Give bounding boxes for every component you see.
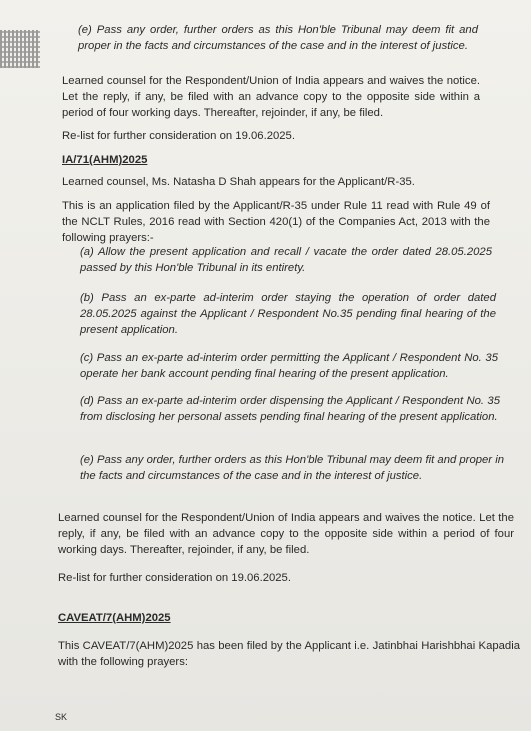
application-intro: This is an application filed by the Applicant/R-35 under Rule 11 read with Rule 49 of the NCLT Rules, 2016 read with Section 420(1) of the Companies Act, 2013 with the following prayers:- <box>62 200 490 244</box>
paragraph-union-counsel-2: Learned counsel for the Respondent/Union of India appears and waives the notice. Let the reply, if any, be filed with an advance copy to the opposite side within a period of four working days. Thereafter, rejoinder, if any, be filed. <box>58 512 514 556</box>
prayer-e: (e) Pass any order, further orders as this Hon'ble Tribunal may deem fit and proper in the facts and circumstances of the case and in the interest of justice. <box>80 454 504 482</box>
caveat-intro: This CAVEAT/7(AHM)2025 has been filed by the Applicant i.e. Jatinbhai Harishbhai Kapadia with the following prayers: <box>58 640 520 668</box>
prayer-d: (d) Pass an ex-parte ad-interim order dispensing the Applicant / Respondent No. 35 from disclosing her personal assets pending final hearing of the present application. <box>80 395 500 423</box>
footer-initials: SK <box>55 712 68 722</box>
heading-ia-71: IA/71(AHM)2025 <box>62 154 148 166</box>
counsel-appearance-line: Learned counsel, Ms. Natasha D Shah appears for the Applicant/R-35. <box>62 176 415 188</box>
relist-line-1: Re-list for further consideration on 19.06.2025. <box>62 130 295 142</box>
prayer-a: (a) Allow the present application and recall / vacate the order dated 28.05.2025 passed by this Hon'ble Tribunal in its entirety. <box>80 246 492 274</box>
top-prayer-e: (e) Pass any order, further orders as this Hon'ble Tribunal may deem fit and proper in the facts and circumstances of the case and in the interest of justice. <box>78 24 478 52</box>
paragraph-union-counsel-1: Learned counsel for the Respondent/Union of India appears and waives the notice. Let the reply, if any, be filed with an advance copy to the opposite side within a period of four working days. Thereafter, rejoinder, if any, be filed. <box>62 75 480 119</box>
prayer-b: (b) Pass an ex-parte ad-interim order staying the operation of order dated 28.05.2025 against the Applicant / Respondent No.35 pending final hearing of the present application. <box>80 292 496 336</box>
prayer-c: (c) Pass an ex-parte ad-interim order permitting the Applicant / Respondent No. 35 operate her bank account pending final hearing of the present application. <box>80 352 498 380</box>
heading-caveat-7: CAVEAT/7(AHM)2025 <box>58 612 171 624</box>
relist-line-2: Re-list for further consideration on 19.06.2025. <box>58 572 291 584</box>
